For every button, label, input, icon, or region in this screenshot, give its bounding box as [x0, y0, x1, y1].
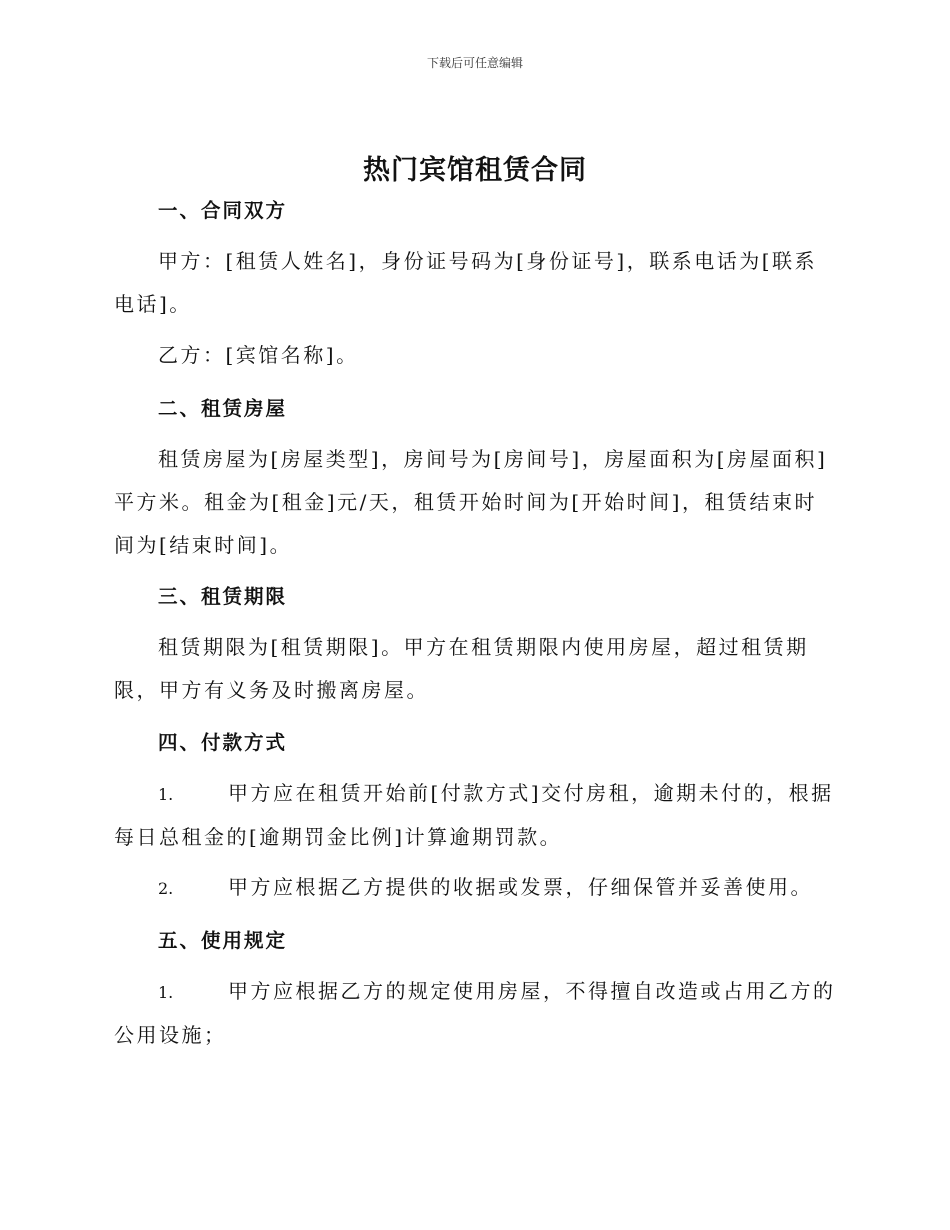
- paragraph-party-a: 甲方：[租赁人姓名]，身份证号码为[身份证号]，联系电话为[联系电话]。: [114, 249, 818, 316]
- list-item-number: 2.: [158, 879, 174, 898]
- paragraph-party-b: 乙方：[宾馆名称]。: [158, 343, 359, 367]
- section-heading-payment: 四、付款方式: [158, 731, 288, 754]
- document-title: 热门宾馆租赁合同: [363, 155, 587, 186]
- list-item-text: 甲方应根据乙方的规定使用房屋，不得擅自改造或占用乙方的公用设施；: [114, 979, 836, 1047]
- section-heading-usage-rules: 五、使用规定: [158, 929, 288, 952]
- paragraph-term: 租赁期限为[租赁期限]。甲方在租赁期限内使用房屋，超过租赁期限，甲方有义务及时搬离房屋。: [114, 635, 809, 702]
- section-heading-parties: 一、合同双方: [158, 199, 288, 222]
- paragraph-premises: 租赁房屋为[房屋类型]，房间号为[房间号]，房屋面积为[房屋面积]平方米。租金为[租金]元/天，租赁开始时间为[开始时间]，租赁结束时间为[结束时间]。: [114, 447, 828, 557]
- list-item: [114, 970, 836, 1057]
- list-item-number: 1.: [158, 983, 174, 1002]
- section-heading-premises: 二、租赁房屋: [158, 397, 288, 420]
- list-item-number: 1.: [158, 785, 174, 804]
- list-item-text: 甲方应在租赁开始前[付款方式]交付房租，逾期未付的，根据每日总租金的[逾期罚金比例]计算逾期罚款。: [114, 781, 834, 849]
- list-item: [114, 772, 836, 859]
- header-note: 下载后可任意编辑: [426, 56, 523, 70]
- list-item-text: 甲方应根据乙方提供的收据或发票，仔细保管并妥善使用。: [228, 875, 813, 899]
- list-item: [114, 866, 836, 910]
- section-heading-term: 三、租赁期限: [158, 585, 288, 608]
